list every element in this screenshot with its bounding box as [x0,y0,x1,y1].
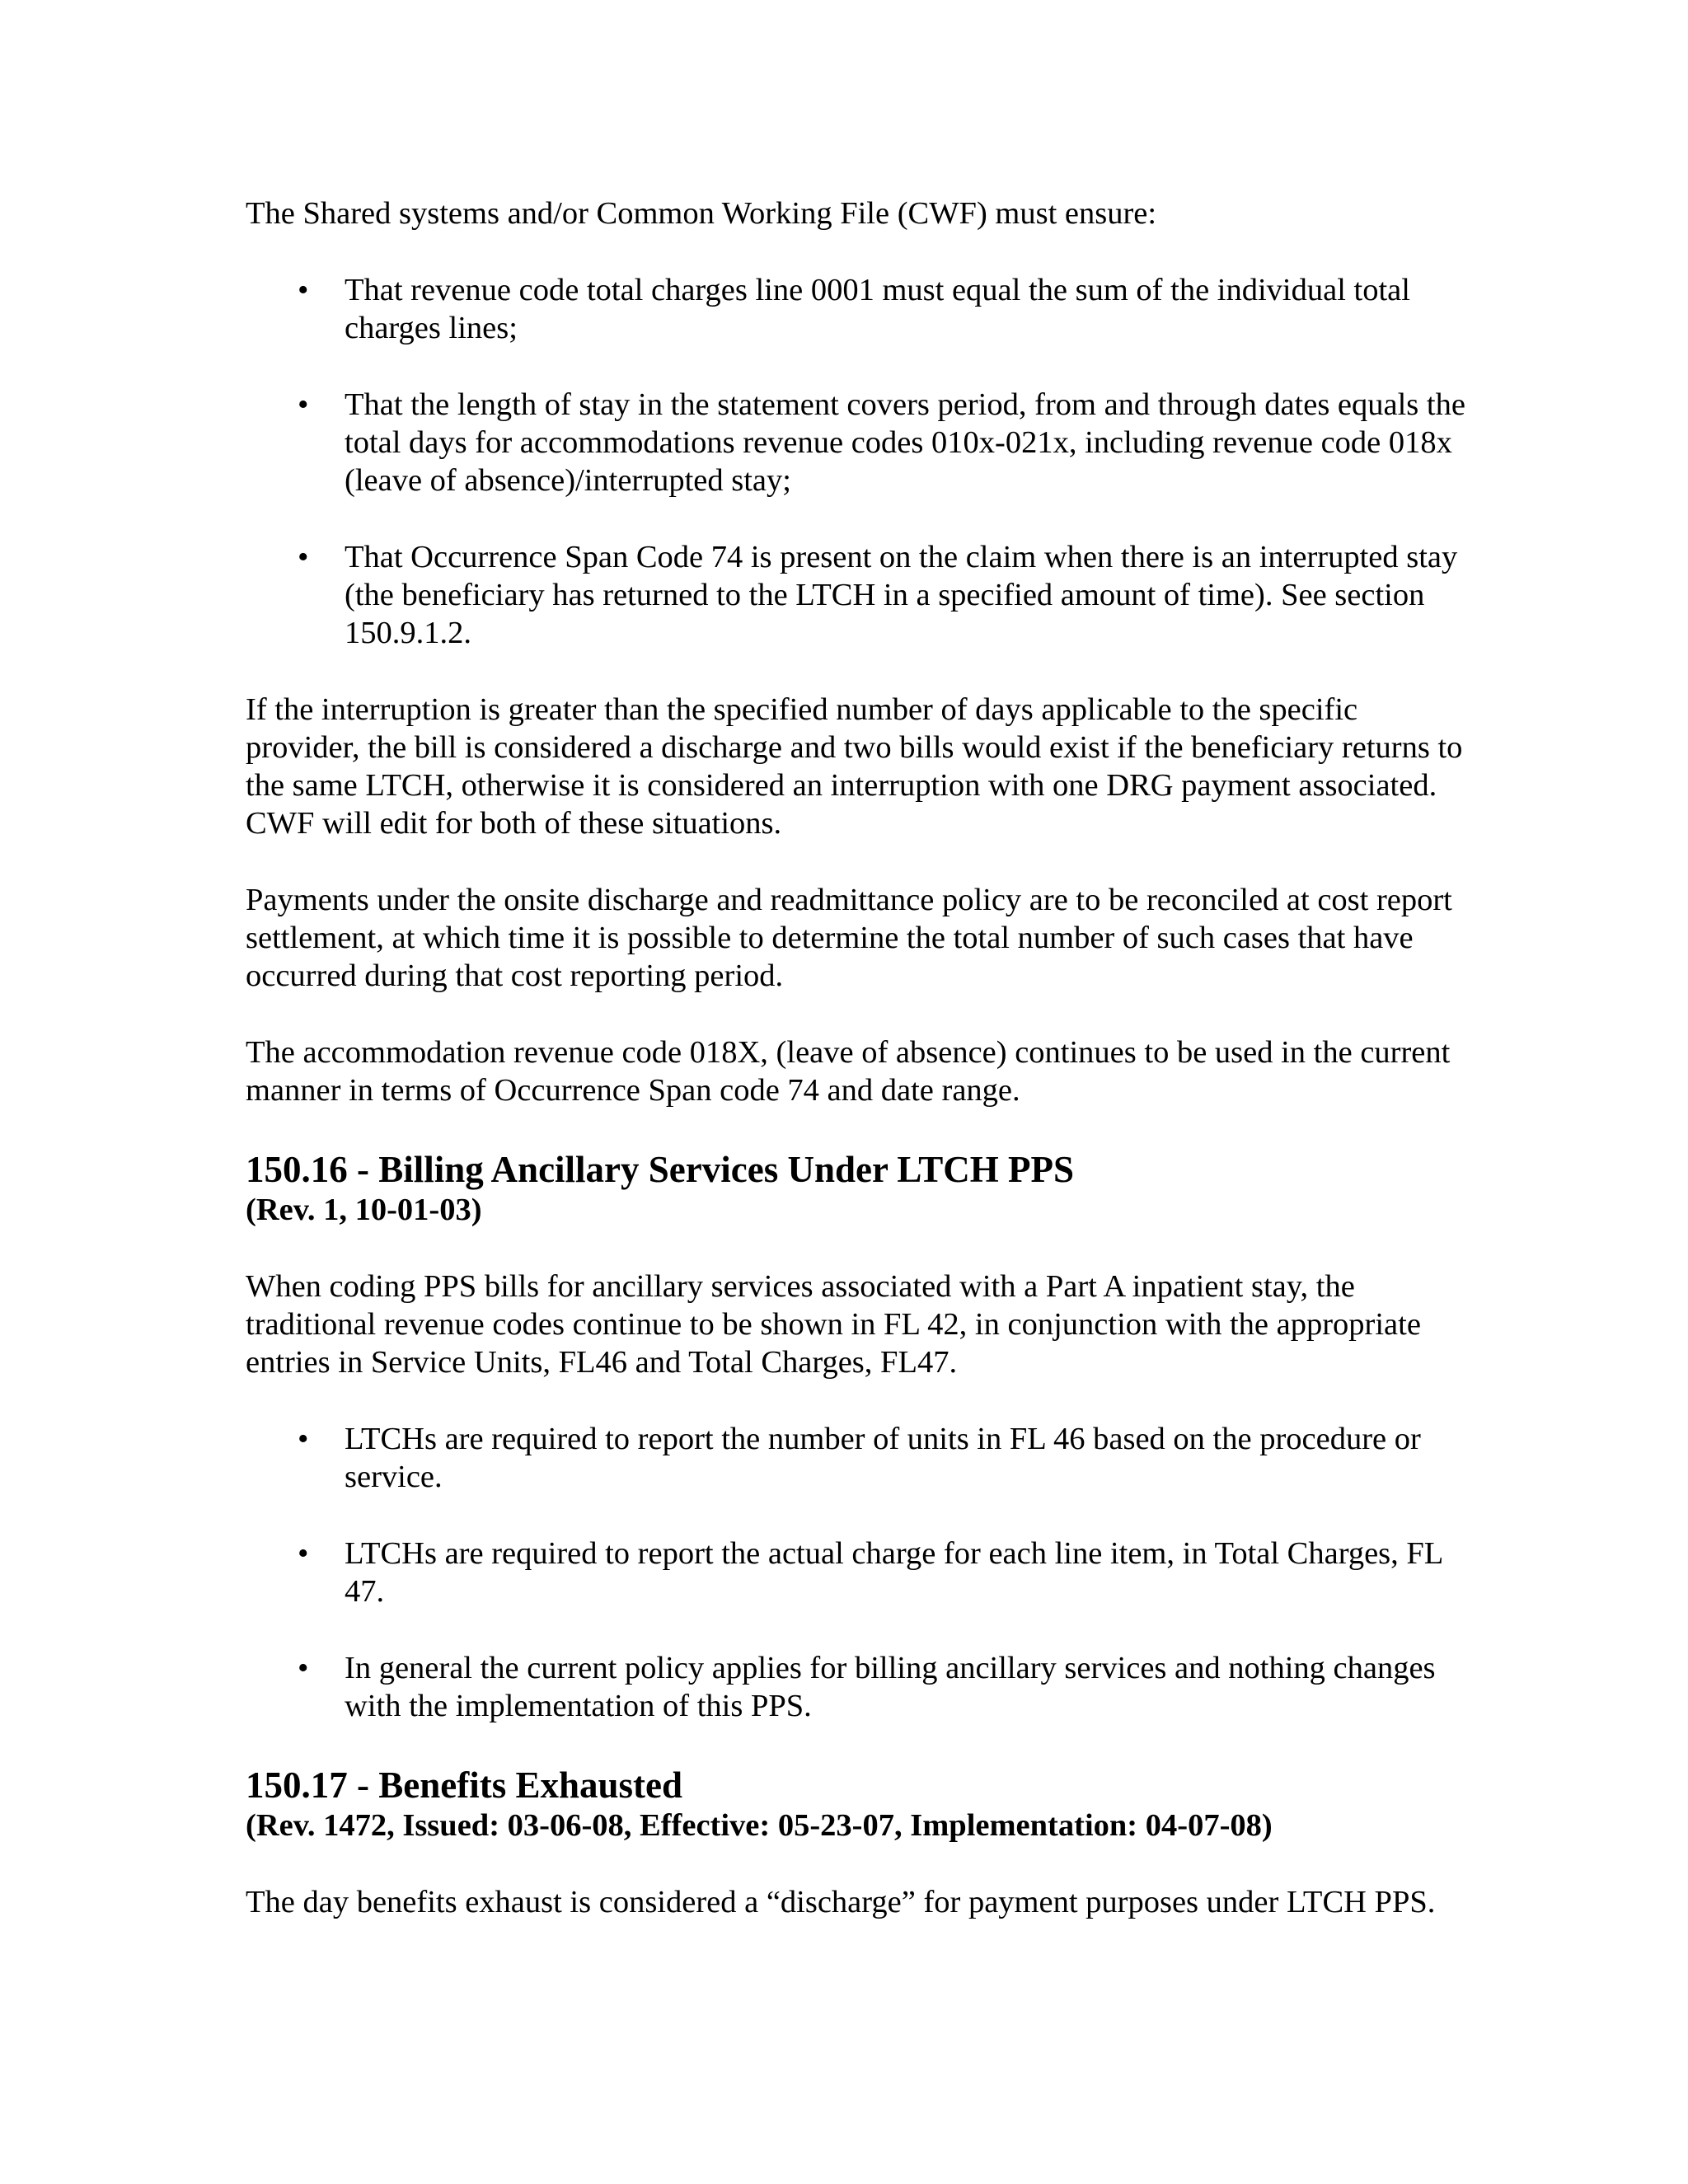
revision-note-150-16: (Rev. 1, 10-01-03) [246,1193,482,1227]
bullet-icon: • [298,540,309,574]
document-page [246,194,1465,1921]
list-item [246,538,1465,652]
bullet-icon: • [298,273,309,307]
bullet-icon: • [298,1536,309,1571]
section-150-17-body: The day benefits exhaust is considered a “discharge” for payment purposes under LTCH PPS. [246,1885,1436,1919]
section-heading-150-16: 150.16 - Billing Ancillary Services Under LTCH PPS [246,1149,1075,1190]
list-item [246,1535,1465,1610]
bullet-icon: • [298,387,309,422]
list-item-text: LTCHs are required to report the number of units in FL 46 based on the procedure or service. [345,1422,1421,1494]
revision-note-150-17: (Rev. 1472, Issued: 03-06-08, Effective: 05-23-07, Implementation: 04-07-08) [246,1808,1273,1843]
ancillary-bullet-list [246,1420,1465,1725]
list-item [246,386,1465,499]
interruption-paragraph: If the interruption is greater than the specified number of days applicable to the specific provider, the bill is considered a discharge and two bills would exist if the beneficiary returns to the same LTCH, otherwise it is considered an interruption with one DRG payment associated. CWF will edit for both of these situations. [246,692,1463,841]
list-item [246,1420,1465,1496]
section-150-16-body: When coding PPS bills for ancillary services associated with a Part A inpatient stay, the traditional revenue codes continue to be shown in FL 42, in conjunction with the appropriate entries in Service Units, FL46 and Total Charges, FL47. [246,1269,1421,1380]
accommodation-paragraph: The accommodation revenue code 018X, (leave of absence) continues to be used in the current manner in terms of Occurrence Span code 74 and date range. [246,1035,1451,1108]
bullet-icon: • [298,1422,309,1456]
intro-paragraph: The Shared systems and/or Common Working File (CWF) must ensure: [246,196,1157,231]
list-item-text: That the length of stay in the statement covers period, from and through dates equals the total days for accommodations revenue codes 010x-021x, including revenue code 018x (leave of absence)/interrupted stay; [345,387,1465,498]
list-item [246,1649,1465,1725]
payments-paragraph: Payments under the onsite discharge and readmittance policy are to be reconciled at cost report settlement, at which time it is possible to determine the total number of such cases that have occurred during that cost reporting period. [246,883,1452,993]
ensure-bullet-list [246,271,1465,652]
list-item-text: LTCHs are required to report the actual charge for each line item, in Total Charges, FL 47. [345,1536,1442,1609]
list-item-text: In general the current policy applies for billing ancillary services and nothing changes with the implementation of this PPS. [345,1651,1436,1723]
section-heading-150-17: 150.17 - Benefits Exhausted [246,1765,683,1806]
bullet-icon: • [298,1651,309,1685]
list-item-text: That revenue code total charges line 0001 must equal the sum of the individual total charges lines; [345,273,1410,345]
list-item-text: That Occurrence Span Code 74 is present on the claim when there is an interrupted stay (the beneficiary has returned to the LTCH in a specified amount of time). See section 150.9.1.2. [345,540,1458,650]
list-item [246,271,1465,347]
